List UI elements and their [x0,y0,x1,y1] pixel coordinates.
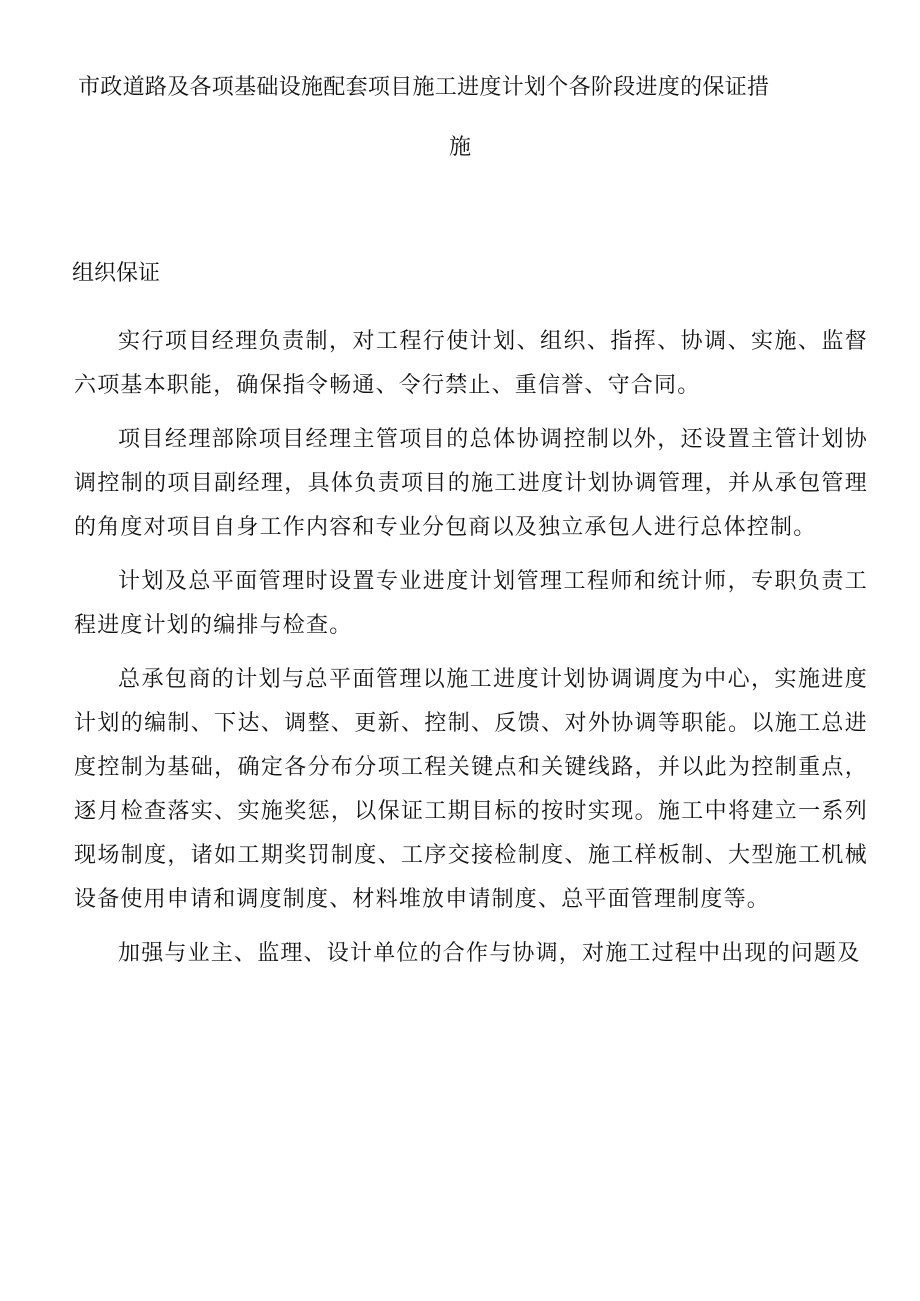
document-title-line-2: 施 [448,135,471,160]
section-heading-organization: 组织保证 [72,261,161,286]
paragraph-3: 计划及总平面管理时设置专业进度计划管理工程师和统计师，专职负责工程进度计划的编排与检查。 [74,569,868,638]
paragraph-5: 加强与业主、监理、设计单位的合作与协调，对施工过程中出现的问题及 [118,941,861,966]
paragraph-4: 总承包商的计划与总平面管理以施工进度计划协调调度为中心，实施进度计划的编制、下达、调整、更新、控制、反馈、对外协调等职能。以施工总进度控制为基础，确定各分布分项工程关键点和关键线路，并以此为控制重点，逐月检查落实、实施奖惩，以保证工期目标的按时实现。施工中将建立一系列现场制度，诸如工期奖罚制度、工序交接检制度、施工样板制、大型施工机械设备使用申请和调度制度、材料堆放申请制度、总平面管理制度等。 [74,667,868,912]
document-body [74,320,868,986]
document-title-line-1: 市政道路及各项基础设施配套项目施工进度计划个各阶段进度的保证措 [78,75,770,100]
paragraph-1: 实行项目经理负责制，对工程行使计划、组织、指挥、协调、实施、监督六项基本职能，确保指令畅通、令行禁止、重信誉、守合同。 [74,329,868,398]
paragraph-2: 项目经理部除项目经理主管项目的总体协调控制以外，还设置主管计划协调控制的项目副经理，具体负责项目的施工进度计划协调管理，并从承包管理的角度对项目自身工作内容和专业分包商以及独立承包人进行总体控制。 [74,427,868,540]
